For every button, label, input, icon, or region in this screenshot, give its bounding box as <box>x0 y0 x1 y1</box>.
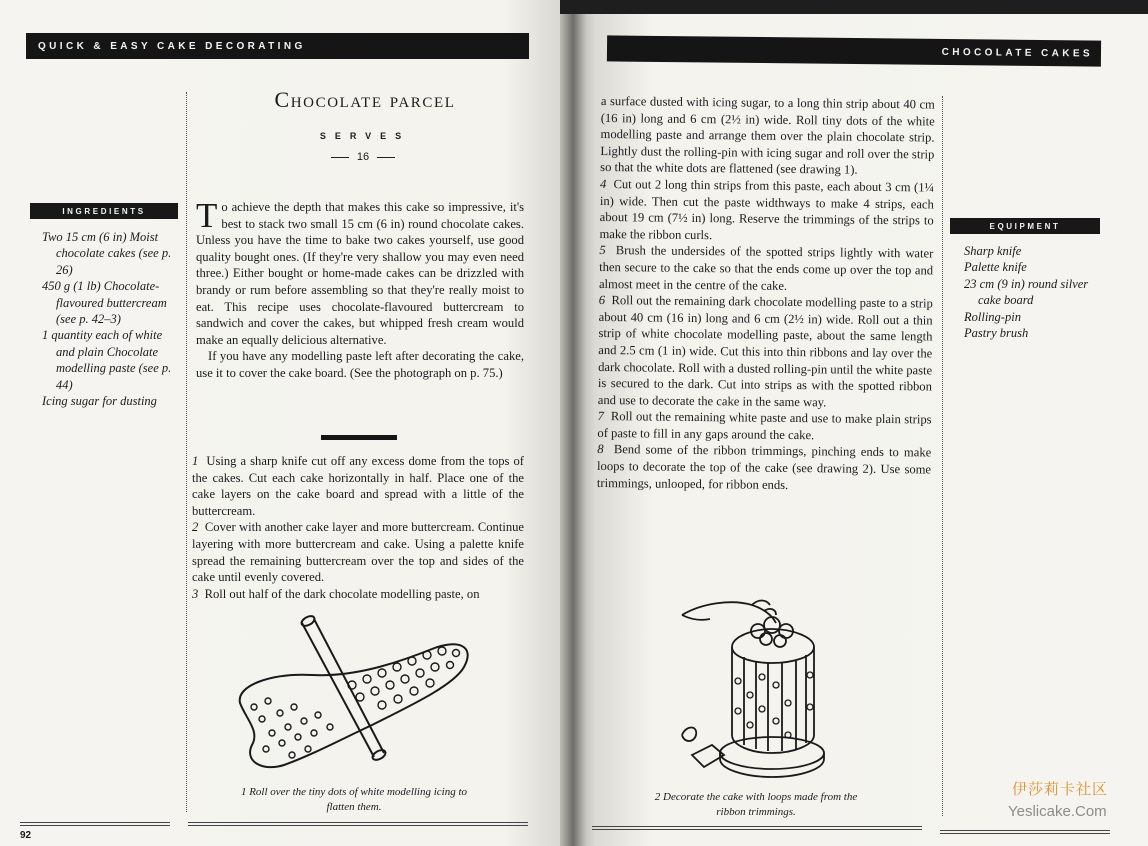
step-3-continued: a surface dusted with icing sugar, to a long thin strip about 40 cm (16 in) long and 6 cm (2½ in) wide. Roll tiny dots of the white modelling paste and arrange them over the plain chocolate strip. Lightly dust the rolling-pin with icing sugar and roll over the strip so that the white dots are flattened (see drawing 1). <box>600 93 935 178</box>
equipment-item: Palette knife <box>964 260 1027 275</box>
footer-rule-left-2 <box>188 822 528 826</box>
step-5: 5 Brush the undersides of the spotted strips lightly with water then secure to the cake so that the ends come up over the top and almost meet in the centre of the cake. <box>598 243 934 293</box>
parcel-cake-illustration <box>672 585 872 785</box>
equipment-item: Pastry brush <box>964 326 1029 341</box>
footer-rule-left-1 <box>20 822 170 826</box>
ingredient-item: 1 quantity each of white and plain Chocolate modelling paste (see p. 44) <box>42 328 172 392</box>
rolling-pin-illustration <box>232 615 482 780</box>
step-6: 6 Roll out the remaining dark chocolate modelling paste to a strip about 40 cm (16 in) long and 6 cm (2½ in) wide. Roll out a thin strip of white chocolate modelling paste, about the same length and 2.5 cm (1 in) wide. Cut this into thin ribbons and lay over the dark chocolate. Roll with a dusted rolling-pin until the white paste is secured to the dark. Cut into strips as with the spotted ribbon and use to decorate the cake in the same way. <box>597 293 933 410</box>
intro-text <box>196 196 524 382</box>
footer-rule-right-2 <box>940 830 1110 834</box>
page-number: 92 <box>20 830 32 841</box>
watermark-chinese: 伊莎莉卡社区 <box>1012 780 1109 798</box>
step-8: 8 Bend some of the ribbon trimmings, pinching ends to make loops to decorate the top of the cake (see drawing 2). Use some trimmings, unlooped, for ribbon ends. <box>596 442 932 492</box>
drop-cap: T <box>196 196 218 235</box>
ingredient-item: 450 g (1 lb) Chocolate-flavoured buttercream (see p. 42–3) <box>42 279 167 327</box>
ingredients-label: INGREDIENTS <box>30 203 178 219</box>
column-divider-right <box>942 96 943 816</box>
running-head-right: CHOCOLATE CAKES <box>607 35 1101 66</box>
method-steps-left <box>192 453 524 602</box>
serves-value: 16 <box>318 151 408 163</box>
figure-caption-1: 1 Roll over the tiny dots of white modelling icing to flatten them. <box>240 786 468 813</box>
equipment-item: 23 cm (9 in) round silver cake board <box>964 276 1089 308</box>
recipe-title: Chocolate parcel <box>274 87 456 112</box>
step-7: 7 Roll out the remaining white paste and use to make plain strips of paste to fill in any gaps around the cake. <box>597 409 932 443</box>
book-gutter <box>560 0 586 846</box>
method-steps-right <box>597 93 935 495</box>
step-2: 2 Cover with another cake layer and more buttercream. Continue layering with more buttercream and cake. Using a palette knife spread the remaining buttercream over the top and sides of the cake until evenly covered. <box>192 520 525 585</box>
equipment-item: Sharp knife <box>964 244 1022 258</box>
step-3: 3 Roll out half of the dark chocolate modelling paste, on <box>192 586 480 601</box>
intro-paragraph-1: To achieve the depth that makes this cake so impressive, it's best to stack two small 15 cm (6 in) round chocolate cakes. Unless you have the time to bake two cakes yourself, use good quality bought ones. (If they're very shallow you may even need three.) Either bought or home-made cakes can be drizzled with brandy or rum before assembling so that they're really moist to eat. This recipe uses chocolate-flavoured buttercream to sandwich and cover the cakes, but whipped fresh cream would make an equally delicious alternative. <box>196 196 524 347</box>
step-4: 4 Cut out 2 long thin strips from this paste, each about 3 cm (1¼ in) wide. Then cut the paste widthways to make 4 strips, each about 19 cm (7½ in) long. Reserve the trimmings of the strips to make the ribbon curls. <box>599 176 935 242</box>
equipment-item: Rolling-pin <box>964 309 1021 324</box>
section-divider <box>321 435 397 440</box>
intro-paragraph-2: If you have any modelling paste left after decorating the cake, use it to cover the cake board. (See the photograph on p. 75.) <box>196 349 524 380</box>
equipment-label: EQUIPMENT <box>950 218 1100 234</box>
running-head-left: QUICK & EASY CAKE DECORATING <box>26 33 529 59</box>
watermark-site: Yeslicake.Com <box>1008 803 1107 820</box>
step-1: 1 Using a sharp knife cut off any excess dome from the tops of the cakes. Cut each cake horizontally in half. Place one of the cake layers on the cake board and spread with a little of the buttercream. <box>192 454 524 518</box>
serves-label: SERVES <box>319 131 411 141</box>
page-top-edge <box>560 0 1148 14</box>
equipment-list <box>950 243 1100 341</box>
column-divider-left <box>186 92 187 812</box>
footer-rule-right-1 <box>592 826 922 830</box>
ingredient-item: Icing sugar for dusting <box>42 394 157 409</box>
figure-caption-2: 2 Decorate the cake with loops made from the ribbon trimmings. <box>654 791 858 818</box>
ingredients-list <box>28 229 178 409</box>
ingredient-item: Two 15 cm (6 in) Moist chocolate cakes (see p. 26) <box>42 230 172 277</box>
